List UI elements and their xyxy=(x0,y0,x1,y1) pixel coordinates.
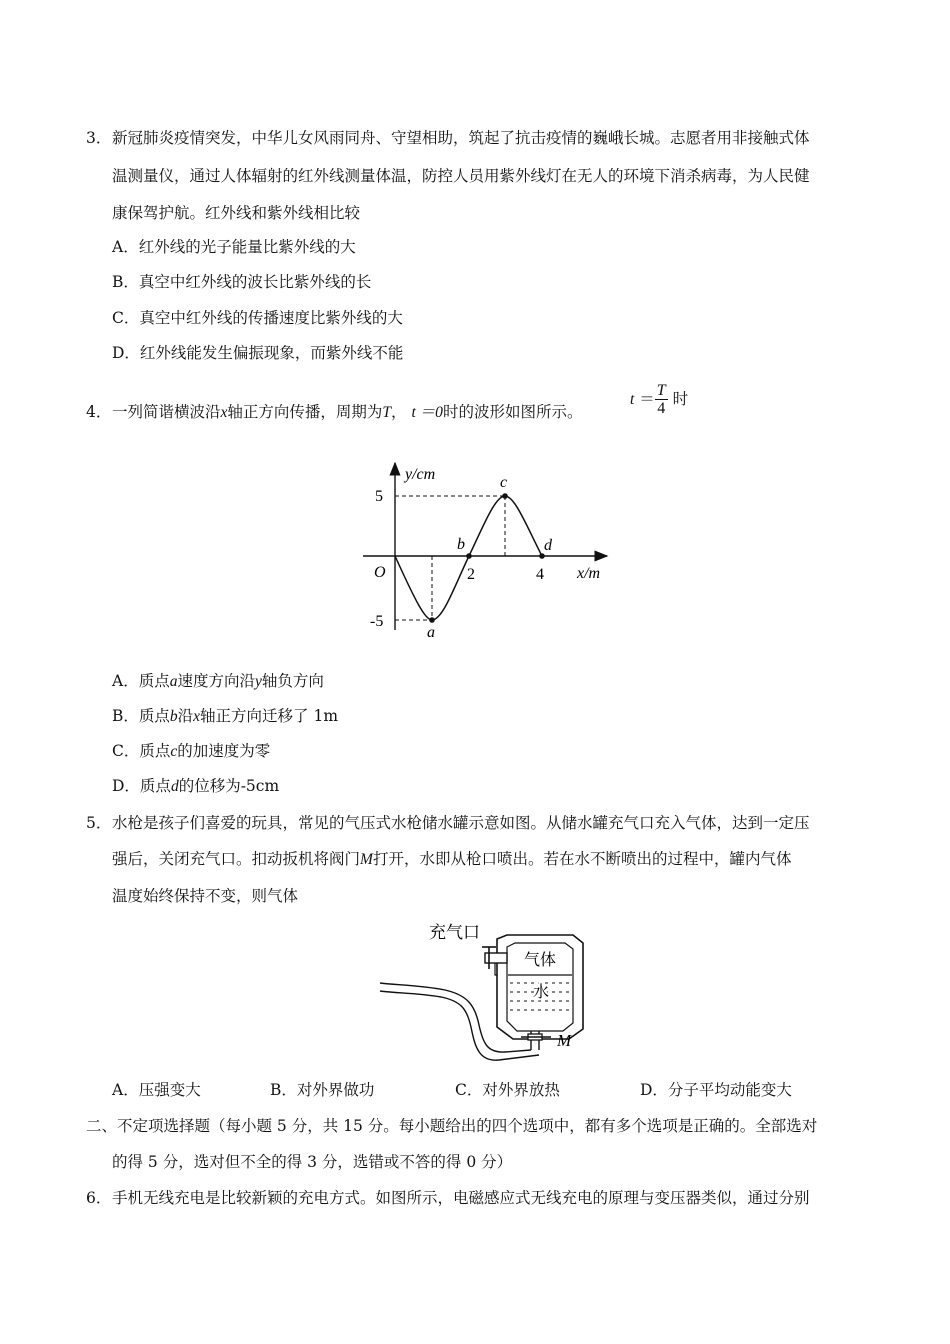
q4-optC-post: 的加速度为零 xyxy=(177,742,271,760)
q4-stem-a: 一列简谐横波沿 xyxy=(112,403,221,421)
q3-stem-line3: 康保驾护航。红外线和紫外线相比较 xyxy=(112,204,361,222)
x-axis-label: x/m xyxy=(577,565,601,582)
q4-t-zero: t ＝0 xyxy=(411,404,443,421)
point-b-label: b xyxy=(457,536,465,553)
tick-label-minus-5: -5 xyxy=(370,613,384,630)
water-label: 水 xyxy=(533,982,550,1001)
q4-optB-var2: x xyxy=(193,708,201,725)
q4-var-x: x xyxy=(220,404,228,421)
q5-number: 5． xyxy=(86,814,112,832)
q4-fraction xyxy=(655,382,668,417)
section2-heading-line1: 二、不定项选择题（每小题 5 分，共 15 分。每小题给出的四个选项中，都有多个选项是正确的。全部选对 xyxy=(86,1117,818,1135)
q4-optB-mid: 沿 xyxy=(177,707,194,725)
q3-option-c: C．真空中红外线的传播速度比紫外线的大 xyxy=(112,309,403,327)
water-gun-figure xyxy=(375,915,615,1065)
q4-optD-pre: D．质点 xyxy=(112,777,171,795)
point-d-dot xyxy=(539,553,545,559)
q4-frac-num: T xyxy=(656,382,666,399)
q6-number: 6． xyxy=(86,1189,112,1207)
origin-label: O xyxy=(374,564,386,581)
gas-label: 气体 xyxy=(524,950,557,969)
q4-optD-post: 的位移为-5cm xyxy=(178,777,280,795)
q4-optA-post: 轴负方向 xyxy=(261,672,324,690)
q5-line2-b: 打开，水即从枪口喷出。若在水不断喷出的过程中，罐内气体 xyxy=(372,850,792,868)
q5-stem-line1: 水枪是孩子们喜爱的玩具，常见的气压式水枪储水罐示意如图。从储水罐充气口充入气体，达到一定压 xyxy=(112,814,810,832)
q5-option-c: C．对外界放热 xyxy=(455,1081,560,1099)
q4-optB-var: b xyxy=(169,708,178,725)
q4-option-d xyxy=(112,776,279,797)
tick-label-4: 4 xyxy=(536,566,544,583)
q5-option-d: D．分子平均动能变大 xyxy=(640,1081,792,1099)
point-c-dot xyxy=(502,493,508,499)
inlet-label: 充气口 xyxy=(429,923,480,943)
q4-var-T: T xyxy=(382,404,392,421)
q6-stem-line1: 手机无线充电是比较新颖的充电方式。如图所示，电磁感应式无线充电的原理与变压器类似，通过分别 xyxy=(112,1189,810,1207)
q3-option-a: A．红外线的光子能量比紫外线的大 xyxy=(112,238,356,256)
q3-stem-line2: 温测量仪，通过人体辐射的红外线测量体温，防控人员用紫外线灯在无人的环境下消杀病毒，为人民健 xyxy=(112,167,810,185)
point-a-dot xyxy=(429,617,435,623)
hose-inner xyxy=(380,991,539,1060)
tick-label-2: 2 xyxy=(467,566,475,583)
q4-option-c xyxy=(112,741,270,762)
q4-eq: ＝ xyxy=(639,390,655,408)
q4-var-t: t xyxy=(630,391,635,408)
q5-option-b: B．对外界做功 xyxy=(270,1081,375,1099)
q4-option-a xyxy=(112,671,324,692)
q4-optB-pre: B．质点 xyxy=(112,707,170,725)
q4-optC-var: c xyxy=(170,743,178,760)
q4-optA-mid: 速度方向沿 xyxy=(177,672,255,690)
point-b-dot xyxy=(466,553,472,559)
q4-stem-b: 轴正方向传播，周期为 xyxy=(227,403,383,421)
wave-figure xyxy=(355,455,615,645)
q5-stem-line3: 温度始终保持不变，则气体 xyxy=(112,887,299,905)
q4-optA-pre: A．质点 xyxy=(112,672,170,690)
point-c-label: c xyxy=(500,474,508,491)
q5-stem-line2 xyxy=(112,849,791,870)
q3-stem-line1: 新冠肺炎疫情突发，中华儿女风雨同舟、守望相助，筑起了抗击疫情的巍峨长城。志愿者用非接触式体 xyxy=(112,129,810,147)
section2-heading-line2: 的得 5 分，选对但不全的得 3 分，选错或不答的得 0 分） xyxy=(112,1153,513,1171)
q4-stem-c: ， xyxy=(391,403,407,421)
q4-optA-var2: y xyxy=(254,673,262,690)
q4-number: 4． xyxy=(86,403,112,421)
valve-m-label: M xyxy=(557,1031,572,1050)
q4-stem-d: 时的波形如图所示。 xyxy=(442,403,583,421)
q3-option-b: B．真空中红外线的波长比紫外线的长 xyxy=(112,273,372,291)
point-d-label: d xyxy=(544,537,552,554)
q3-option-d: D．红外线能发生偏振现象，而紫外线不能 xyxy=(112,344,404,362)
q4-optB-post: 轴正方向迁移了 1m xyxy=(200,707,339,725)
q4-option-b xyxy=(112,706,338,727)
point-a-label: a xyxy=(427,624,435,641)
q5-var-M: M xyxy=(360,851,373,868)
q4-optC-pre: C．质点 xyxy=(112,742,171,760)
q4-stem-e: 时 xyxy=(672,390,689,408)
tick-label-5: 5 xyxy=(375,488,383,505)
q4-optA-var: a xyxy=(169,673,178,690)
q5-line2-a: 强后，关闭充气口。扣动扳机将阀门 xyxy=(112,850,361,868)
q4-stem xyxy=(112,402,582,423)
q4-optD-var: d xyxy=(170,778,179,795)
q3-number: 3． xyxy=(86,129,112,147)
q4-frac-den: 4 xyxy=(657,400,666,417)
y-axis-label: y/cm xyxy=(405,466,436,483)
q4-time-expression xyxy=(630,382,688,417)
q5-option-a: A．压强变大 xyxy=(112,1081,201,1099)
